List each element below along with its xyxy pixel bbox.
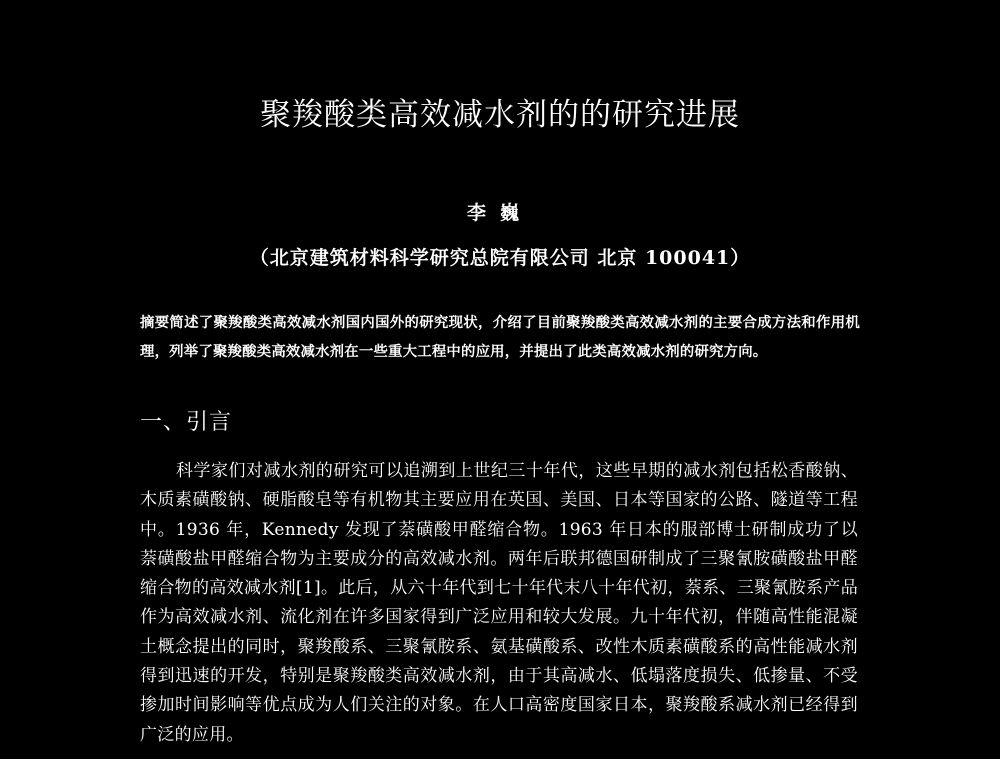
introduction-paragraph: 科学家们对减水剂的研究可以追溯到上世纪三十年代，这些早期的减水剂包括松香酸钠、木质素磺酸钠、硬脂酸皂等有机物其主要应用在英国、美国、日本等国家的公路、隧道等工程中。1936 年，Kennedy 发现了萘磺酸甲醛缩合物。1963 年日本的服部博士研制成功了以萘磺酸盐甲醛缩合物为主要成分的高效减水剂。两年后联邦德国研制成了三聚氰胺磺酸盐甲醛缩合物的高效减水剂[1]。此后，从六十年代到七十年代末八十年代初，萘系、三聚氰胺系产品作为高效减水剂、流化剂在许多国家得到广泛应用和较大发展。九十年代初，伴随高性能混凝土概念提出的同时，聚羧酸系、三聚氰胺系、氨基磺酸系、改性木质素磺酸系的高性能减水剂得到迅速的开发，特别是聚羧酸类高效减水剂，由于其高减水、低塌落度损失、低掺量、不受掺加时间影响等优点成为人们关注的对象。在人口高密度国家日本，聚羧酸系减水剂已经得到广泛的应用。: [140, 461, 858, 745]
author-affiliation: （北京建筑材料科学研究总院有限公司 北京 100041）: [249, 247, 751, 269]
paper-title: 聚羧酸类高效减水剂的的研究进展: [260, 97, 740, 133]
section-heading-introduction: 一、引言: [140, 410, 233, 435]
abstract-paragraph: 摘要简述了聚羧酸类高效减水剂国内国外的研究现状，介绍了目前聚羧酸类高效减水剂的主要合成方法和作用机理，列举了聚羧酸类高效减水剂在一些重大工程中的应用，并提出了此类高效减水剂的研究方向。: [140, 315, 860, 360]
paper-author: 李巍: [466, 202, 533, 224]
